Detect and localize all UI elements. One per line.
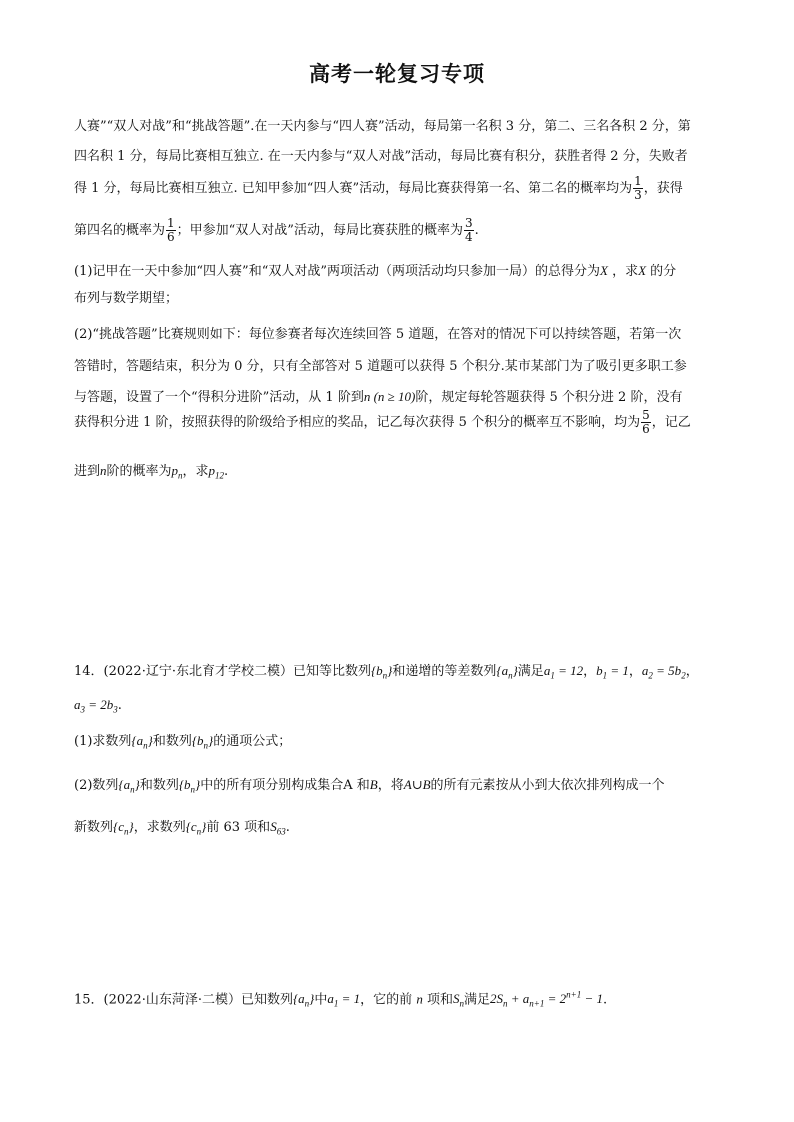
q13-line-1: 人赛”“双人对战”和“挑战答题”.在一天内参与“四人赛”活动，每局第一名积 3 分，第二、三名各积 2 分，第 <box>74 119 691 134</box>
s-63: $S_{63}$ <box>270 819 286 837</box>
q13-line-3 <box>74 172 724 206</box>
seq-a: $\{a_n\}$ <box>118 777 140 795</box>
seq-b: $\{b_n\}$ <box>178 777 201 795</box>
p-12: $p_{12}$ <box>208 463 225 481</box>
q13-part2-line-1: (2)“挑战答题”比赛规则如下：每位参赛者每次连续回答 5 道题，在答对的情况下可以持续答题，若第一次 <box>74 327 682 342</box>
q14-text: ， <box>628 664 642 679</box>
q14-text: ， <box>685 664 699 679</box>
n-condition: n (n ≥ 10) <box>363 389 416 404</box>
q15-text: 项和 <box>426 992 453 1008</box>
q14-text: ， <box>583 664 597 679</box>
q13-text: ，求 <box>182 464 209 479</box>
q14-text: ，求数列 <box>133 820 186 835</box>
q13-text: ；甲参加“双人对战”活动，每局比赛获胜的概率为 <box>176 223 463 238</box>
q13-part2-line-5 <box>74 462 724 485</box>
eq-a1: $a_1 = 12$ <box>543 663 584 681</box>
q14-line-1 <box>74 662 724 685</box>
var-n: n <box>100 463 107 478</box>
q13-line-4 <box>74 214 724 248</box>
fraction-5-6: $\frac{5}{6}$ <box>642 408 650 436</box>
seq-a: $\{a_n\}$ <box>496 663 518 681</box>
q13-part2-line-3 <box>74 388 724 407</box>
q13-line-2: 四名积 1 分，每局比赛相互独立. 在一天内参与“双人对战”活动，每局比赛有积分，获胜者得 2 分，失败者 <box>74 149 688 164</box>
q14-text: 中的所有项分别构成集合A 和 <box>200 778 370 793</box>
q13-part2-line-4 <box>74 406 724 440</box>
seq-b: $\{b_n\}$ <box>191 733 214 751</box>
q13-text: ，求 <box>607 264 639 279</box>
union-a-b: A∪B <box>403 777 431 792</box>
q13-text: 阶，规定每轮答题获得 5 个积分进 2 阶，没有 <box>415 390 683 405</box>
recurrence-equation: $2S_n + a_{n+1} = 2^{n+1} - 1$ <box>490 990 603 1009</box>
q14-text: 和数列 <box>139 778 179 793</box>
q14-text: 前 63 项和 <box>206 820 271 835</box>
q14-line-2 <box>74 696 724 719</box>
q14-text: 14．(2022·辽宁·东北育才学校二模）已知等比数列 <box>74 664 371 679</box>
q13-text: 第四名的概率为 <box>74 223 166 238</box>
fraction-3-4: $\frac{3}{4}$ <box>464 216 473 244</box>
q13-part1-line-1 <box>74 262 724 281</box>
q14-text: (2)数列 <box>74 778 119 793</box>
seq-c: $\{c_n\}$ <box>113 819 134 837</box>
var-n: n <box>416 991 423 1007</box>
q13-text: . <box>224 464 229 479</box>
eq-b1: $b_1 = 1$ <box>596 663 629 681</box>
q14-text: 和数列 <box>152 734 192 749</box>
eq-a1: $a_1 = 1$ <box>327 991 361 1009</box>
eq-a2: $a_2 = 5b_2$ <box>641 663 686 681</box>
q14-text: ，将 <box>377 778 404 793</box>
q15-text: ，它的前 <box>360 992 413 1008</box>
q14-text: . <box>117 698 122 713</box>
fraction-1-6: $\frac{1}{6}$ <box>167 216 175 244</box>
page-title: 高考一轮复习专项 <box>309 62 485 86</box>
q14-part1 <box>74 732 724 755</box>
q14-text: (1)求数列 <box>74 734 132 749</box>
p-n: $p_n$ <box>171 463 183 481</box>
var-x: X <box>638 263 647 278</box>
q13-text: ，记乙 <box>651 415 691 430</box>
q13-text: 得 1 分，每局比赛相互独立. 已知甲参加“四人赛”活动，每局比赛获得第一名、第二名的概率均为 <box>74 181 633 196</box>
q13-text: 阶的概率为 <box>106 464 172 479</box>
q14-text: . <box>285 820 290 835</box>
q15-text: 15．(2022·山东菏泽·二模）已知数列 <box>74 992 293 1008</box>
q15-text: 中 <box>314 992 328 1008</box>
q14-text: 新数列 <box>74 820 114 835</box>
q13-text: 进到 <box>74 464 101 479</box>
q14-part2-line-2 <box>74 818 724 841</box>
q13-text: 获得积分进 1 阶，按照获得的阶级给予相应的奖品，记乙每次获得 5 个积分的概率互不影响，均为 <box>74 415 641 430</box>
q14-part2-line-1 <box>74 776 724 799</box>
seq-b: $\{b_n\}$ <box>370 663 393 681</box>
q15-text: . <box>603 992 608 1008</box>
s-n: $S_n$ <box>452 991 464 1009</box>
q14-text: 的通项公式； <box>213 734 292 749</box>
q13-part1-line-2: 布列与数学期望； <box>74 291 179 306</box>
q13-text: (1)记甲在一天中参加“四人赛”和“双人对战”两项活动（两项活动均只参加一局）的总得分为 <box>74 264 600 279</box>
q13-part2-line-2: 答错时，答题结束，积分为 0 分，只有全部答对 5 道题可以获得 5 个积分.某市某部门为了吸引更多职工参 <box>74 359 687 374</box>
var-x: X <box>600 263 608 278</box>
q14-text: 的所有元素按从小到大依次排列构成一个 <box>430 778 665 793</box>
q13-text: 的分 <box>646 264 677 279</box>
q15-line-1 <box>74 986 724 1013</box>
seq-a: $\{a_n\}$ <box>131 733 153 751</box>
fraction-1-3: $\frac{1}{3}$ <box>634 174 642 202</box>
q13-text: . <box>474 223 479 238</box>
seq-c: $\{c_n\}$ <box>185 819 207 837</box>
q14-text: 满足 <box>517 664 544 679</box>
q14-text: 和递增的等差数列 <box>392 664 497 679</box>
q15-text: 满足 <box>463 992 490 1008</box>
seq-a: $\{a_n\}$ <box>292 991 315 1009</box>
set-b: B <box>369 777 378 792</box>
eq-a3: $a_3 = 2b_3$ <box>74 697 118 715</box>
q13-text: 与答题，设置了一个“得积分进阶”活动，从 1 阶到 <box>74 390 364 405</box>
q13-text: ，获得 <box>643 181 683 196</box>
